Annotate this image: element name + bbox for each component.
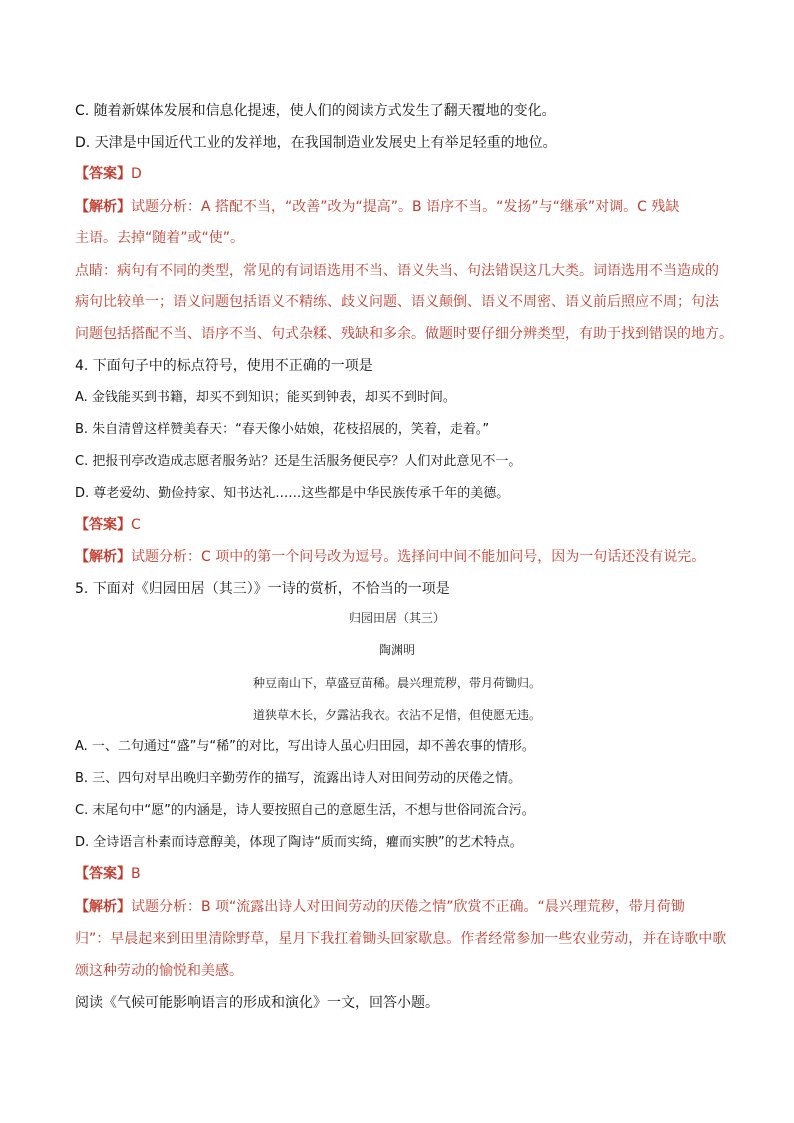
- q3-answer: D: [131, 166, 142, 182]
- answer-tag: 【答案】: [75, 517, 131, 533]
- q3-option-d: D. 天津是中国近代工业的发祥地，在我国制造业发展史上有举足轻重的地位。: [75, 135, 557, 151]
- q4-option-b: B. 朱自清曾这样赞美春天：“春天像小姑娘，花枝招展的，笑着，走着。”: [75, 422, 490, 437]
- q4-analysis-text-1: 试题分析：C 项中的第一个问号改为逗号。选择问中间不能加问号，因为一句话还没有说完。: [131, 549, 706, 565]
- q3-analysis-line-2: 主语。去掉“随着”或“使”。: [75, 230, 245, 246]
- q5-option-a: A. 一、二句通过“盛”与“稀”的对比，写出诗人虽心归田园，却不善农事的情形。: [75, 739, 535, 754]
- q4-option-d: D. 尊老爱幼、勤俭持家、知书达礼……这些都是中华民族传承千年的美德。: [75, 486, 510, 501]
- poem-author: 陶渊明: [378, 643, 415, 657]
- answer-tag: 【答案】: [75, 166, 131, 182]
- q4-option-c: C. 把报刊亭改造成志愿者服务站？还是生活服务便民亭？人们对此意见不一。: [75, 454, 522, 469]
- q5-analysis-text-1: 试题分析：B 项“流露出诗人对田间劳动的厌倦之情”欣赏不正确。“晨兴理荒秽，带月荷锄: [131, 899, 685, 915]
- q4-stem: 4. 下面句子中的标点符号，使用不正确的一项是: [75, 358, 373, 374]
- q5-stem: 5. 下面对《归园田居（其三）》一诗的赏析，不恰当的一项是: [75, 581, 450, 597]
- q5-analysis-line-3: 颂这种劳动的愉悦和美感。: [75, 963, 243, 979]
- q5-analysis-line-1: [75, 897, 754, 917]
- q5-option-b: B. 三、四句对早出晚归辛勤劳作的描写，流露出诗人对田间劳动的厌倦之情。: [75, 771, 522, 786]
- q3-tip-line-2: 病句比较单一；语义问题包括语义不精练、歧义问题、语义颠倒、语义不周密、语义前后照应不周；句法: [75, 294, 719, 310]
- q3-analysis-line-1: [75, 197, 754, 217]
- q3-answer-line: [75, 164, 754, 184]
- q3-option-c: C. 随着新媒体发展和信息化提速，使人们的阅读方式发生了翻天覆地的变化。: [75, 103, 556, 119]
- q5-analysis-line-2: 归”：早晨起来到田里清除野草，星月下我扛着锄头回家歇息。作者经常参加一些农业劳动，并在诗歌中歌: [75, 931, 727, 947]
- analysis-tag: 【解析】: [75, 549, 131, 565]
- poem-line-2: 道狭草木长，夕露沾我衣。衣沾不足惜，但使愿无违。: [252, 708, 541, 722]
- analysis-tag: 【解析】: [75, 899, 131, 915]
- q3-tip-line-1: 点睛：病句有不同的类型，常见的有词语选用不当、语义失当、句法错误这几大类。词语选用不当造成的: [75, 263, 719, 279]
- q5-answer: B: [131, 866, 141, 882]
- q4-analysis-line-1: [75, 547, 754, 567]
- q5-answer-line: [75, 864, 754, 884]
- q5-option-c: C. 末尾句中“愿”的内涵是，诗人要按照自己的意愿生活，不想与世俗同流合污。: [75, 803, 535, 818]
- q5-option-d: D. 全诗语言朴素而诗意醇美，体现了陶诗“质而实绮，癯而实腴”的艺术特点。: [75, 835, 523, 850]
- q3-analysis-text-1: 试题分析：A 搭配不当，“改善”改为“提高”。B 语序不当。“发扬”与“继承”对调。C 残缺: [131, 199, 680, 215]
- q4-option-a: A. 金钱能买到书籍，却买不到知识；能买到钟表，却买不到时间。: [75, 390, 456, 405]
- answer-tag: 【答案】: [75, 866, 131, 882]
- q3-tip-line-3: 问题包括搭配不当、语序不当、句式杂糅、残缺和多余。做题时要仔细分辨类型，有助于找到错误的地方。: [75, 326, 733, 342]
- poem-line-1: 种豆南山下，草盛豆苗稀。晨兴理荒秽，带月荷锄归。: [252, 676, 541, 690]
- poem-title: 归园田居（其三）: [348, 611, 445, 625]
- q4-answer: C: [131, 517, 141, 533]
- reading-intro: 阅读《气候可能影响语言的形成和演化》一文，回答小题。: [75, 995, 439, 1011]
- q4-answer-line: [75, 515, 754, 535]
- analysis-tag: 【解析】: [75, 199, 131, 215]
